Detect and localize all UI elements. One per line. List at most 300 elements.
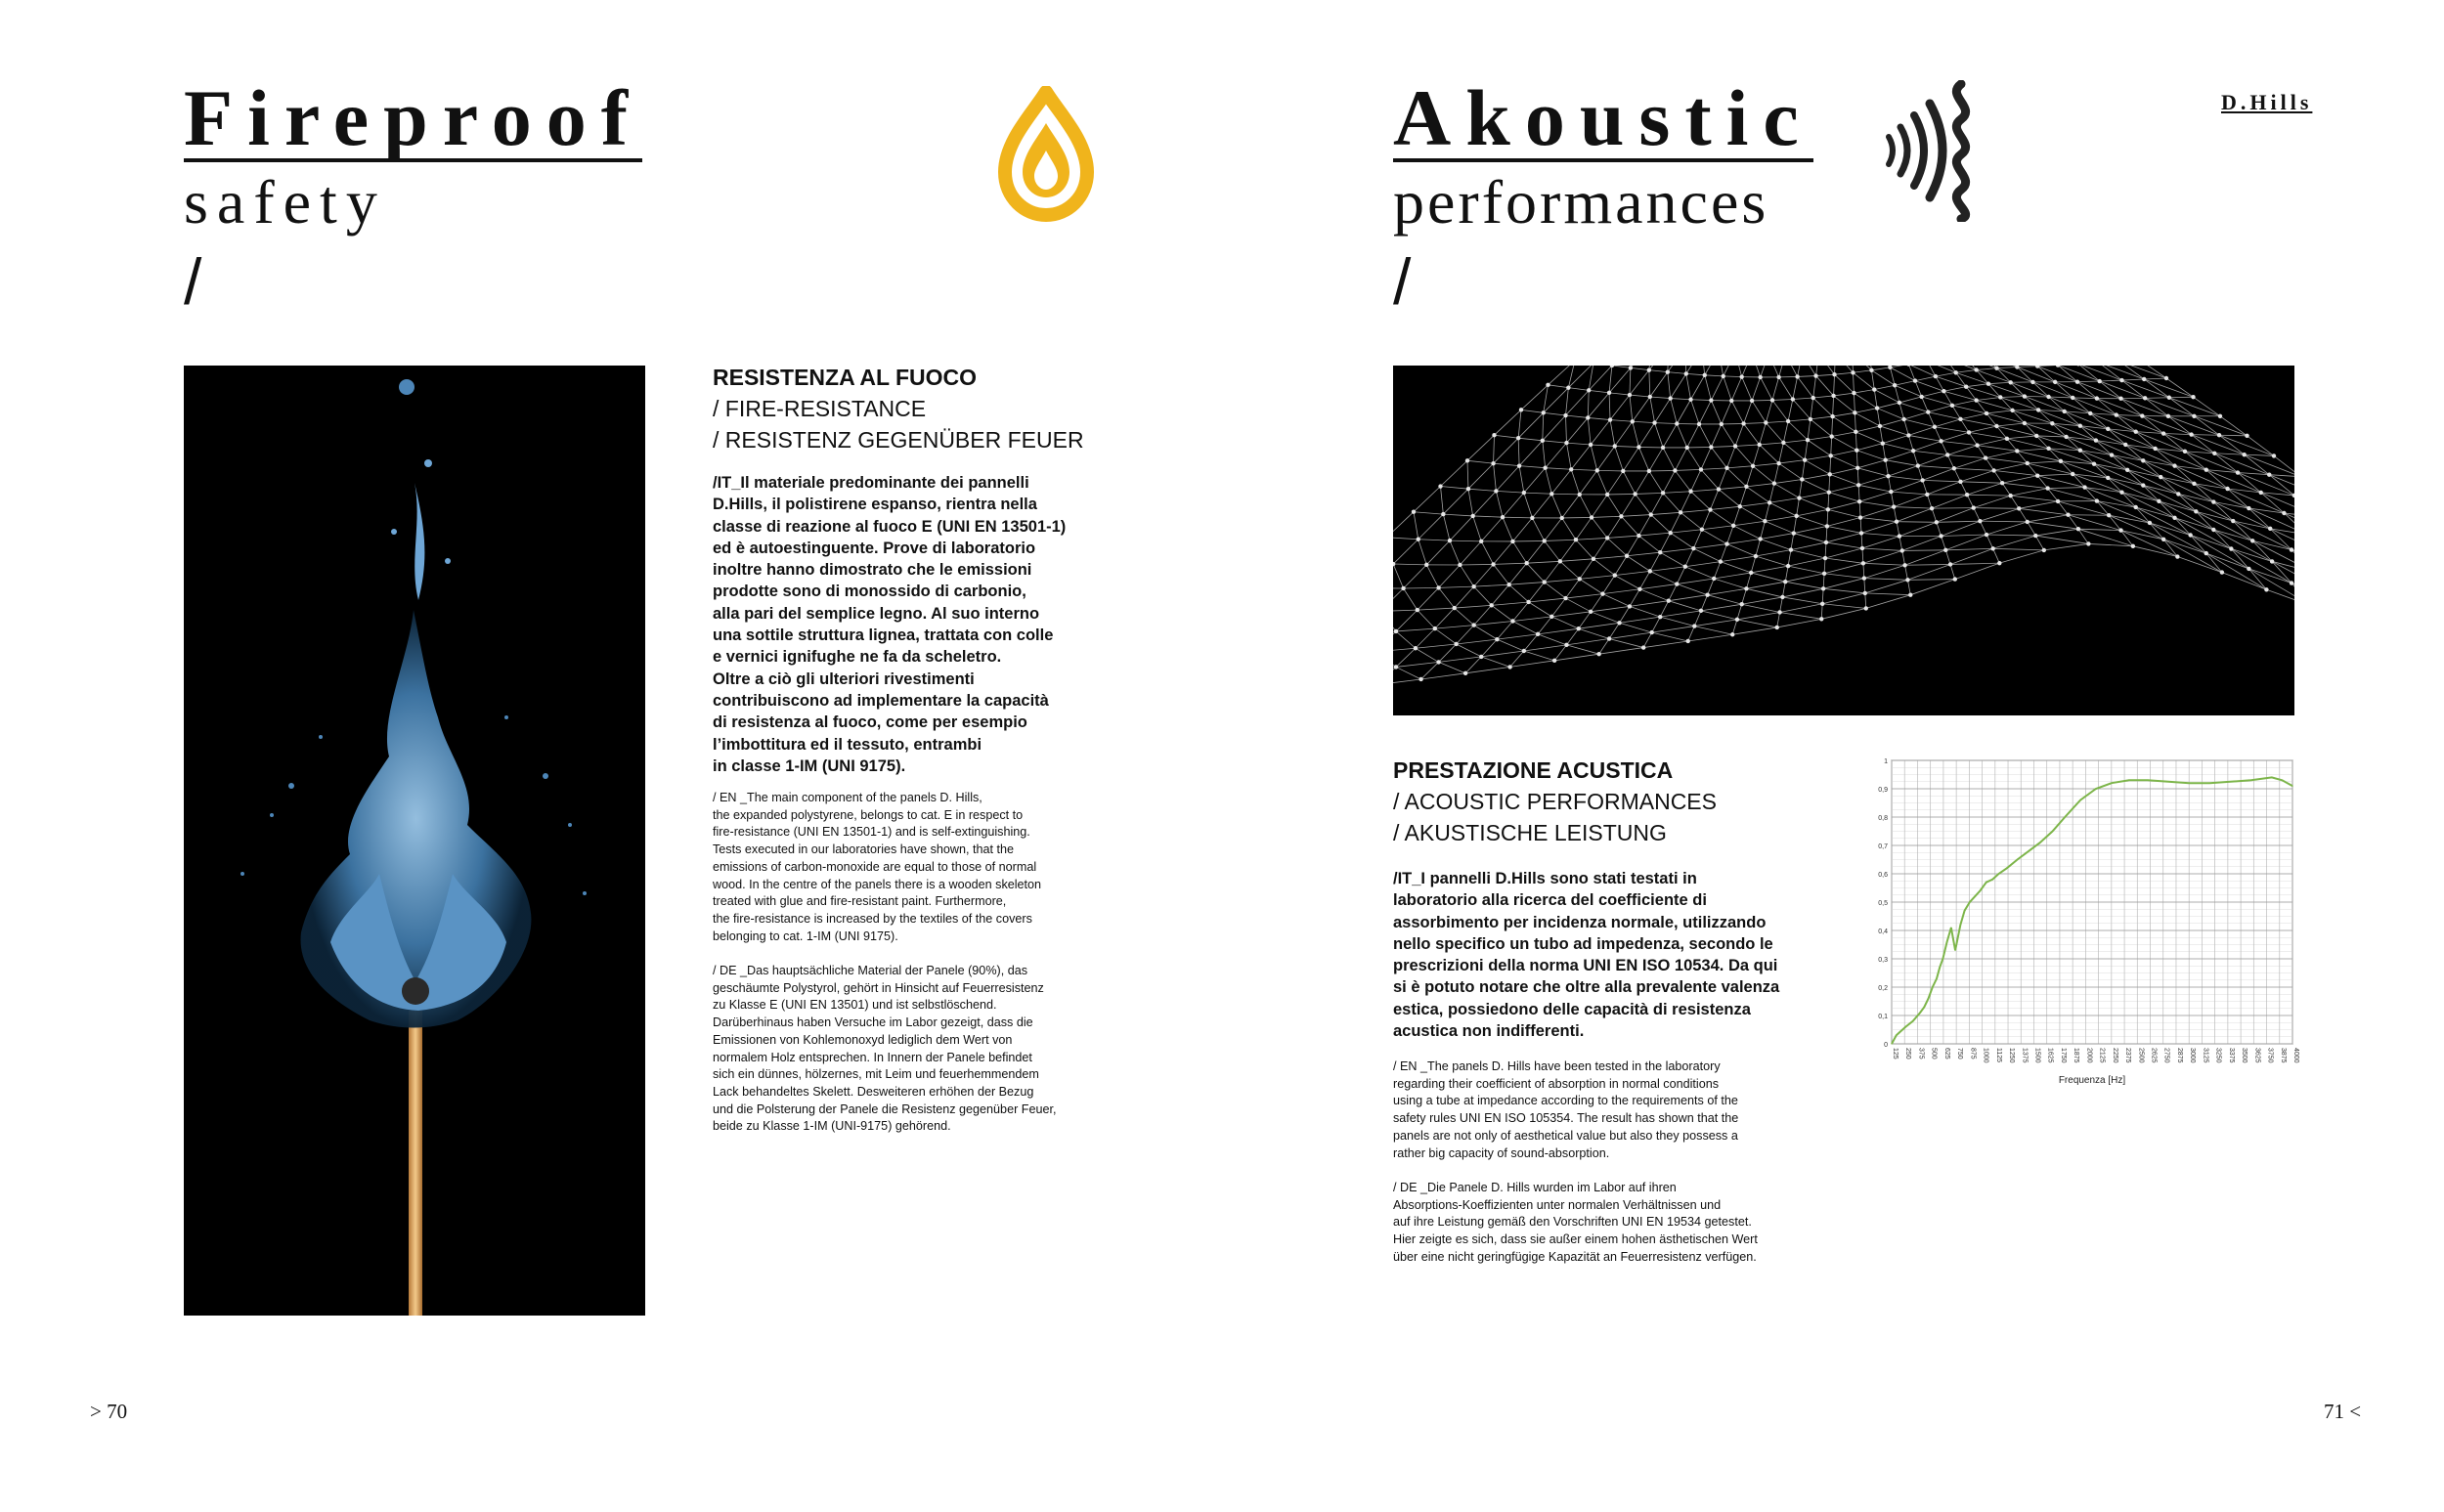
mesh-edge (1823, 574, 1824, 589)
mesh-edge (1701, 595, 1708, 611)
mesh-node (1800, 477, 1804, 481)
mesh-node (2247, 567, 2250, 571)
mesh-edge (1863, 550, 1902, 563)
mesh-edge (2248, 508, 2270, 529)
mesh-node (2119, 378, 2123, 382)
mesh-edge (2145, 398, 2194, 415)
mesh-edge (1761, 539, 1791, 549)
mesh-edge (1638, 515, 1650, 536)
mesh-node (2119, 490, 2123, 494)
mesh-edge (1830, 474, 1858, 485)
mesh-node (2167, 396, 2171, 400)
mesh-edge (2077, 382, 2121, 399)
mesh-edge (2025, 397, 2065, 411)
mesh-edge (1863, 563, 1905, 565)
mesh-node (2118, 397, 2122, 401)
mesh-edge (1675, 470, 1690, 491)
mesh-edge (1591, 606, 1630, 611)
y-tick-label: 0,8 (1878, 815, 1888, 822)
mesh-node (1691, 546, 1695, 550)
mesh-node (1589, 443, 1593, 447)
mesh-edge (1468, 489, 1473, 516)
mesh-node (1720, 422, 1724, 426)
mesh-node (1709, 398, 1713, 402)
mesh-edge (1902, 536, 1942, 550)
mesh-edge (1680, 492, 1690, 513)
mesh-edge (1576, 517, 1592, 540)
mesh-edge (2194, 416, 2247, 436)
mesh-edge (1966, 384, 1988, 387)
mesh-edge (1805, 440, 1808, 460)
mesh-node (1967, 430, 1971, 434)
mesh-edge (1455, 605, 1492, 608)
mesh-edge (1877, 409, 1880, 426)
mesh-edge (1638, 447, 1648, 471)
mesh-edge (1576, 540, 1593, 559)
mesh-edge (1918, 454, 1947, 465)
mesh-node (1552, 659, 1556, 663)
data-point (1942, 958, 1943, 959)
mesh-node (1750, 399, 1754, 403)
mesh-edge (1746, 588, 1782, 597)
mesh-edge (1527, 563, 1545, 582)
mesh-node (2010, 409, 2014, 412)
mesh-edge (1927, 495, 1932, 508)
mesh-edge (2163, 434, 2185, 452)
x-tick-label: 3125 (2202, 1048, 2209, 1063)
mesh-edge (1693, 548, 1721, 562)
mesh-edge (1492, 584, 1509, 605)
mesh-edge (1630, 395, 1633, 421)
mesh-node (1491, 562, 1495, 566)
mesh-edge (1871, 370, 1874, 390)
mesh-edge (1694, 626, 1732, 635)
mesh-node (2157, 499, 2160, 503)
mesh-edge (1833, 416, 1856, 432)
mesh-edge (1615, 556, 1627, 576)
mesh-edge (1904, 419, 1909, 435)
mesh-edge (1969, 432, 1978, 445)
mesh-edge (1751, 566, 1788, 573)
mesh-node (1569, 467, 1573, 471)
mesh-node (1628, 393, 1632, 397)
mesh-edge (1474, 584, 1509, 586)
mesh-edge (2121, 399, 2168, 416)
x-tick-label: 2125 (2098, 1048, 2106, 1063)
mesh-edge (1907, 580, 1910, 594)
mesh-edge (1393, 610, 1418, 611)
mesh-edge (1468, 489, 1496, 491)
mesh-edge (1669, 601, 1701, 611)
mesh-node (1770, 398, 1774, 402)
mesh-edge (1746, 484, 1773, 487)
mesh-edge (1592, 516, 1621, 517)
mesh-edge (2097, 501, 2150, 523)
mesh-node (1688, 490, 1692, 494)
y-tick-label: 0,4 (1878, 929, 1888, 935)
mesh-edge (2136, 432, 2185, 452)
mesh-edge (1538, 617, 1551, 634)
mesh-node (1862, 576, 1866, 580)
mesh-node (2094, 438, 2098, 442)
mesh-edge (2097, 399, 2142, 416)
mesh-node (2071, 472, 2074, 476)
mesh-edge (1974, 508, 1981, 522)
mesh-edge (1859, 492, 1891, 501)
mesh-edge (1756, 550, 1791, 556)
mesh-node (1703, 373, 1707, 377)
mesh-edge (1473, 516, 1503, 517)
mesh-node (1731, 524, 1735, 528)
mesh-edge (1719, 468, 1727, 490)
mesh-edge (1932, 495, 1967, 508)
mesh-edge (1589, 390, 1609, 392)
mesh-edge (1731, 401, 1743, 424)
mesh-node (1830, 414, 1834, 418)
mesh-edge (1609, 639, 1643, 648)
mesh-edge (1724, 376, 1742, 377)
mesh-edge (1894, 507, 1932, 509)
mesh-node (1822, 572, 1826, 576)
mesh-edge (2145, 398, 2168, 415)
mesh-edge (1418, 540, 1427, 565)
mesh-node (1590, 515, 1593, 519)
mesh-node (2141, 458, 2145, 462)
mesh-node (1566, 385, 1570, 389)
mesh-node (1786, 564, 1790, 568)
mesh-edge (1621, 515, 1650, 517)
mesh-edge (1746, 466, 1753, 487)
mesh-node (1888, 366, 1892, 369)
mesh-node (1522, 491, 1526, 495)
mesh-node (1828, 472, 1832, 476)
mesh-edge (1494, 541, 1513, 564)
mesh-edge (1791, 542, 1826, 550)
mesh-edge (1414, 512, 1443, 514)
mesh-edge (1651, 512, 1680, 514)
data-point (2065, 816, 2066, 817)
mesh-edge (1638, 536, 1660, 552)
mesh-edge (1609, 366, 1612, 393)
mesh-edge (1551, 469, 1571, 494)
mesh-node (1596, 652, 1600, 656)
mesh-edge (1609, 393, 1630, 395)
mesh-node (1789, 547, 1793, 551)
mesh-edge (1551, 617, 1579, 628)
mesh-edge (1831, 437, 1832, 456)
mesh-edge (1566, 415, 1567, 443)
x-tick-label: 875 (1969, 1048, 1977, 1059)
mesh-edge (1945, 550, 1950, 565)
mesh-edge (2017, 451, 2061, 460)
mesh-edge (1761, 377, 1772, 400)
mesh-edge (1685, 548, 1694, 567)
mesh-edge (1826, 542, 1862, 548)
mesh-edge (1860, 507, 1894, 518)
mesh-edge (1545, 579, 1580, 582)
mesh-edge (1737, 604, 1742, 620)
data-point (1919, 1013, 1920, 1014)
mesh-edge (1497, 622, 1512, 640)
mesh-edge (1742, 604, 1780, 612)
mesh-edge (1426, 540, 1450, 565)
mesh-edge (1768, 366, 1778, 377)
mesh-edge (1986, 458, 1994, 471)
mesh-edge (1439, 586, 1474, 587)
mesh-edge (1468, 463, 1494, 489)
mesh-edge (1798, 376, 1816, 377)
mesh-node (1510, 619, 1514, 623)
mesh-edge (2121, 380, 2145, 398)
mesh-edge (1915, 376, 1936, 381)
mesh-node (1479, 655, 1483, 659)
mesh-edge (1579, 628, 1609, 638)
mesh-edge (1532, 518, 1544, 541)
mesh-node (1997, 561, 2001, 565)
mesh-edge (1772, 377, 1779, 401)
mesh-node (1491, 461, 1495, 465)
mesh-edge (1862, 537, 1899, 548)
mesh-edge (1774, 479, 1802, 483)
mesh-node (1648, 395, 1652, 399)
mesh-edge (1780, 597, 1783, 613)
mesh-edge (1823, 588, 1865, 593)
mesh-edge (1651, 515, 1671, 534)
mesh-edge (1986, 458, 2028, 463)
mesh-node (2159, 475, 2162, 479)
mesh-edge (1735, 445, 1760, 447)
mesh-edge (1623, 471, 1635, 495)
mesh-edge (1986, 535, 1993, 548)
mesh-node (1781, 441, 1785, 445)
mesh-node (1589, 610, 1593, 614)
mesh-edge (1439, 565, 1461, 587)
mesh-edge (1571, 469, 1580, 495)
brand-logo-dhills: D.Hills (2221, 90, 2313, 114)
mesh-edge (1942, 441, 1948, 454)
mesh-edge (1856, 444, 1883, 451)
mesh-edge (1954, 458, 1986, 469)
mesh-edge (1639, 571, 1649, 588)
mesh-edge (2178, 494, 2213, 501)
mesh-edge (1752, 401, 1766, 423)
mesh-edge (1780, 604, 1823, 613)
data-point (1946, 941, 1947, 942)
mesh-node (1574, 538, 1578, 541)
mesh-edge (2011, 382, 2049, 397)
mesh-edge (1418, 610, 1435, 628)
mesh-node (1829, 434, 1833, 438)
mesh-node (1832, 372, 1836, 376)
mesh-edge (1481, 651, 1524, 657)
mesh-edge (2002, 483, 2047, 488)
mesh-node (1985, 533, 1988, 537)
mesh-edge (1450, 516, 1473, 540)
mesh-edge (2037, 366, 2058, 367)
mesh-edge (1793, 398, 1813, 399)
mesh-node (1647, 469, 1651, 473)
mesh-node (2053, 380, 2057, 384)
mesh-edge (1829, 493, 1859, 502)
mesh-node (1775, 626, 1779, 629)
mesh-edge (1890, 366, 1908, 367)
de-paragraph: / DE _Das hauptsächliche Material der Panele (90%), das geschäumte Polystyrol, gehört in Hinsicht auf Feuerresistenz zu Klasse E (UNI EN 13501) und ist selbstlöschend. Darüberhinaus haben Versuche im Labor gezeigt, dass die Emissionen von Kohlemonoxyd lediglich dem Wert von normalem Holz entsprechen. In Innern der Panele befindet sich ein dünnes, hölzernes, mit Leim und feuerhemmendem Lack behandeltes Skelett. Desweiteren erhöhen der Bezug und die Polsterung der Panele die Resistenz gegenüber Feuer, beide zu Klasse 1-IM (UNI-9175) gehörend. (713, 964, 1057, 1134)
data-point (1960, 925, 1961, 926)
mesh-edge (2058, 501, 2109, 515)
mesh-edge (1935, 427, 1969, 433)
mesh-edge (1732, 620, 1737, 634)
mesh-node (1418, 677, 1422, 681)
mesh-edge (2080, 451, 2127, 470)
mesh-edge (1753, 445, 1760, 466)
mesh-node (1827, 490, 1831, 494)
mesh-edge (1761, 534, 1794, 540)
mesh-edge (1560, 559, 1593, 561)
mesh-node (2035, 473, 2039, 477)
mesh-edge (1825, 558, 1863, 563)
mesh-node (1724, 541, 1728, 545)
mesh-node (1543, 466, 1547, 470)
mesh-node (2050, 421, 2054, 425)
mesh-edge (1396, 631, 1416, 648)
mesh-edge (1753, 463, 1779, 466)
mesh-edge (1735, 423, 1744, 446)
mesh-edge (1791, 550, 1825, 558)
mesh-node (1758, 375, 1762, 379)
mesh-edge (1943, 387, 1966, 392)
mesh-edge (2185, 452, 2238, 473)
mesh-edge (1897, 522, 1937, 523)
mesh-edge (2017, 449, 2048, 452)
mesh-edge (1714, 562, 1721, 579)
mesh-edge (1711, 376, 1723, 401)
mesh-edge (2058, 366, 2100, 381)
mesh-edge (1744, 401, 1753, 424)
mesh-edge (1813, 398, 1833, 416)
mesh-node (2192, 482, 2196, 486)
mesh-node (1524, 561, 1528, 565)
mesh-edge (1834, 374, 1835, 396)
mesh-edge (1874, 385, 1895, 389)
mesh-edge (1580, 495, 1592, 518)
mesh-edge (1780, 612, 1822, 619)
mesh-edge (1793, 400, 1811, 419)
x-tick-label: 2250 (2111, 1048, 2118, 1063)
mesh-edge (1956, 369, 1977, 372)
mesh-edge (1988, 382, 2011, 383)
mesh-edge (1740, 506, 1766, 521)
mesh-edge (1652, 626, 1695, 633)
mesh-edge (2100, 381, 2145, 398)
mesh-node (2217, 433, 2221, 437)
mesh-edge (1832, 416, 1833, 436)
data-point (2111, 783, 2112, 784)
mesh-edge (2192, 435, 2245, 455)
mesh-edge (1566, 443, 1571, 469)
mesh-edge (1554, 654, 1599, 661)
mesh-edge (1886, 460, 1918, 466)
mesh-edge (2011, 496, 2058, 501)
mesh-edge (1510, 651, 1524, 667)
mesh-edge (1467, 460, 1468, 489)
mesh-edge (1862, 548, 1902, 550)
mesh-edge (1785, 366, 1797, 376)
mesh-edge (1785, 574, 1824, 582)
mesh-edge (2194, 416, 2219, 435)
mesh-edge (1631, 367, 1649, 369)
mesh-node (1860, 546, 1864, 550)
mesh-node (1919, 395, 1923, 399)
mesh-edge (1439, 644, 1457, 662)
mesh-edge (1950, 564, 1955, 579)
mesh-edge (1524, 651, 1554, 661)
mesh-edge (1811, 416, 1833, 419)
mesh-edge (1701, 611, 1737, 620)
mesh-edge (1677, 584, 1707, 595)
mesh-edge (1597, 470, 1624, 471)
mesh-edge (1627, 556, 1650, 572)
mesh-node (1906, 433, 1910, 437)
mesh-node (1754, 554, 1758, 558)
mesh-edge (1816, 376, 1834, 396)
mesh-node (1563, 413, 1567, 417)
mesh-node (1733, 444, 1737, 448)
mesh-node (1824, 540, 1828, 544)
y-tick-label: 1 (1884, 758, 1888, 765)
mesh-node (1448, 539, 1452, 542)
mesh-edge (1954, 468, 1961, 482)
mesh-node (1826, 507, 1830, 511)
mesh-node (1994, 366, 1998, 369)
mesh-edge (1620, 606, 1630, 623)
mesh-edge (1983, 366, 2017, 367)
mesh-edge (2168, 416, 2219, 435)
mesh-edge (1832, 432, 1856, 437)
mesh-edge (1853, 370, 1871, 372)
mesh-edge (1937, 522, 1942, 536)
mesh-edge (1877, 403, 1899, 409)
mesh-node (2023, 421, 2027, 425)
mesh-node (2036, 408, 2040, 411)
mesh-edge (2028, 522, 2078, 529)
mesh-edge (1693, 544, 1726, 549)
mesh-edge (1822, 593, 1865, 604)
mesh-node (1895, 520, 1898, 524)
x-tick-label: 1250 (2008, 1048, 2016, 1063)
mesh-node (1920, 478, 1924, 482)
mesh-node (1900, 548, 1904, 552)
mesh-edge (1947, 454, 1954, 468)
mesh-edge (1772, 400, 1793, 401)
mesh-edge (1769, 502, 1797, 516)
mesh-edge (1862, 548, 1863, 563)
mesh-edge (1830, 468, 1857, 475)
mesh-edge (2037, 367, 2077, 382)
mesh-node (1692, 624, 1696, 627)
mesh-edge (1833, 396, 1834, 416)
mesh-edge (1824, 558, 1825, 574)
mesh-edge (1724, 376, 1732, 401)
mesh-node (2106, 476, 2110, 480)
mesh-edge (1864, 579, 1908, 581)
mesh-node (1453, 606, 1457, 610)
mesh-edge (1566, 443, 1591, 445)
mesh-edge (2068, 515, 2109, 516)
mesh-edge (1566, 594, 1603, 598)
mesh-node (2161, 538, 2165, 541)
mesh-node (1791, 397, 1795, 401)
data-point (2095, 788, 2096, 789)
